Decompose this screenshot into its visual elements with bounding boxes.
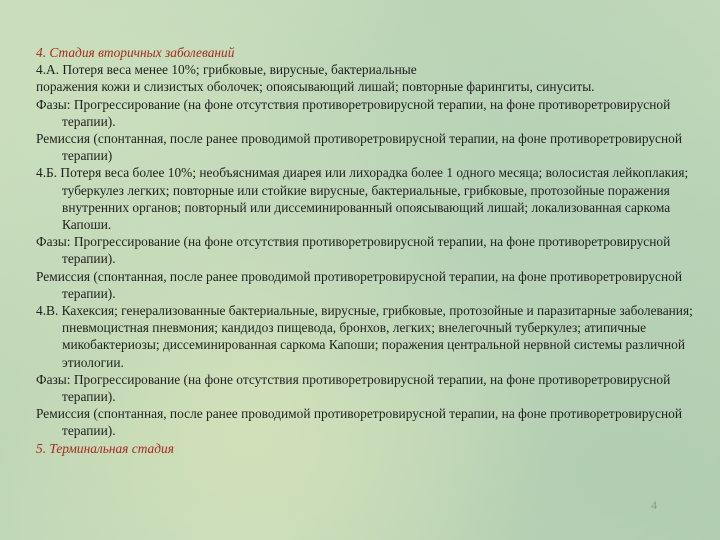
slide-content [36,44,712,457]
stage-4a-phases: Фазы: Прогрессирование (на фоне отсутствия противоретровирусной терапии, на фоне противоретровирусной терапии). [36,96,671,129]
stage-4v-phases: Фазы: Прогрессирование (на фоне отсутствия противоретровирусной терапии, на фоне противоретровирусной терапии). [36,371,671,405]
stage-4b-phases: Фазы: Прогрессирование (на фоне отсутствия противоретровирусной терапии, на фоне противоретровирусной терапии). [36,234,671,267]
stage-4v-remission: Ремиссия (спонтанная, после ранее проводимой противоретровирусной терапии, на фоне противоретровирусной терапии). [36,406,683,439]
stage-4a-paragraph: 4.А. Потеря веса менее 10%; грибковые, вирусные, бактериальные [36,62,417,78]
stage-5-heading: 5. Терминальная стадия [36,440,174,456]
stage-4-heading: 4. Стадия вторичных заболеваний [36,45,235,60]
stage-4a-remission: Ремиссия (спонтанная, после ранее проводимой противоретровирусной терапии, на фоне противоретровирусной терапии) [36,131,683,164]
stage-4b-paragraph: 4.Б. Потеря веса более 10%; необъяснимая диарея или лихорадка более 1 одного месяца; волосистая лейкоплакия; туберкулез легких; повторные или стойкие вирусные, бактериальные, грибковые, протозойные поражения внутренних органов; повторный или диссеминированный опоясывающий лишай; локализованная саркома Капоши. [36,165,689,233]
stage-4v-paragraph: 4.В. Кахексия; генерализованные бактериальные, вирусные, грибковые, протозойные и паразитарные заболевания; пневмоцистная пневмония; кандидоз пищевода, бронхов, легких; внелегочный туберкулез; атипичные микобактериозы; диссеминированная саркома Капоши; поражения центральной нервной системы различной этиологии. [36,303,693,370]
page-number: 4 [651,498,657,512]
stage-4a-continuation: поражения кожи и слизистых оболочек; опоясывающий лишай; повторные фарингиты, синуситы. [36,79,595,95]
stage-4b-remission: Ремиссия (спонтанная, после ранее проводимой противоретровирусной терапии, на фоне противоретровирусной терапии). [36,268,683,301]
